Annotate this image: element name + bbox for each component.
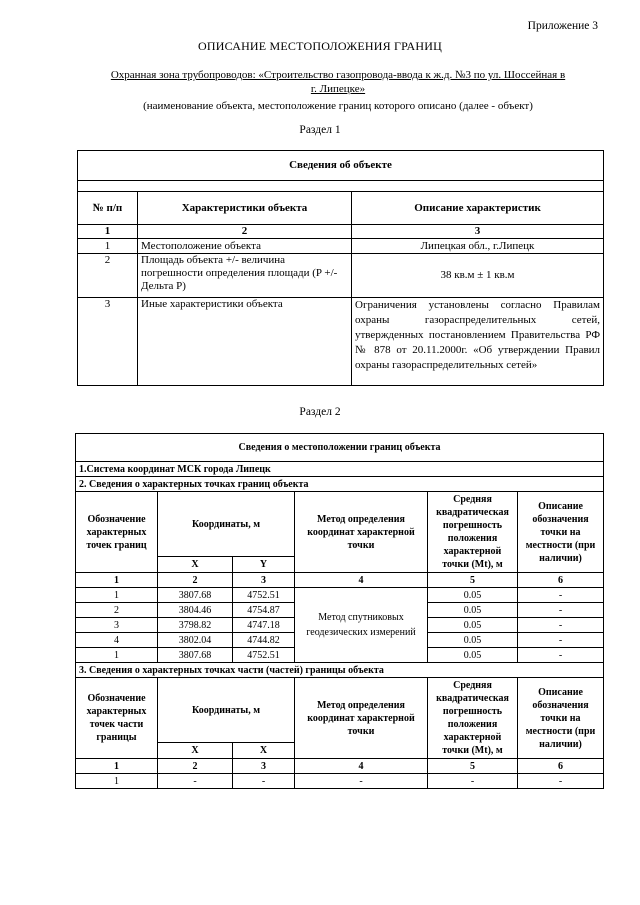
numbering-cell: 3 — [352, 225, 604, 239]
numbering-cell: 1 — [76, 759, 158, 774]
object-name — [70, 68, 606, 96]
point-y: 4754.87 — [233, 603, 295, 618]
section-2-title: Раздел 2 — [299, 406, 341, 418]
part-x-header: X — [158, 743, 233, 759]
points-section-title: 2. Сведения о характерных точках границ объекта — [76, 477, 604, 492]
numbering-cell: 6 — [518, 573, 604, 588]
numbering-cell: 4 — [295, 573, 428, 588]
row-value: Липецкая обл., г.Липецк — [352, 239, 604, 254]
row-value: Ограничения установлены согласно Правилам охраны газораспределительных сетей, утвержденных постановлением Правительства РФ № 878 от 20.11.2000г. «Об утверждении Правил охраны газораспределительных сетей» — [352, 298, 604, 386]
y-header: Y — [233, 557, 295, 573]
numbering-cell: 1 — [76, 573, 158, 588]
point-y: 4747.18 — [233, 618, 295, 633]
point-desc: - — [518, 588, 604, 603]
numbering-cell: 2 — [158, 759, 233, 774]
numbering-cell: 6 — [518, 759, 604, 774]
method-header: Метод определения координат характерной точки — [295, 492, 428, 573]
numbering-cell: 2 — [158, 573, 233, 588]
col-description-header: Описание характеристик — [352, 192, 604, 225]
part-point-number: 1 — [76, 774, 158, 789]
part-point-mt: - — [428, 774, 518, 789]
point-desc: - — [518, 603, 604, 618]
object-info-table — [77, 150, 604, 386]
object-caption: (наименование объекта, местоположение границ которого описано (далее - объект) — [143, 100, 533, 112]
point-number: 3 — [76, 618, 158, 633]
description-header: Описание обозначения точки на местности (при наличии) — [518, 492, 604, 573]
point-number: 2 — [76, 603, 158, 618]
table-row — [78, 254, 604, 298]
point-desc: - — [518, 633, 604, 648]
row-value: 38 кв.м ± 1 кв.м — [352, 254, 604, 298]
part-error-header: Средняя квадратическая погрешность положения характерной точки (Mt), м — [428, 678, 518, 759]
error-header: Средняя квадратическая погрешность положения характерной точки (Mt), м — [428, 492, 518, 573]
point-x: 3804.46 — [158, 603, 233, 618]
numbering-cell: 5 — [428, 759, 518, 774]
table-row — [78, 298, 604, 386]
numbering-cell: 1 — [78, 225, 138, 239]
table-row — [78, 239, 604, 254]
col-number-header: № п/п — [78, 192, 138, 225]
object-name-line-2: г. Липецке» — [310, 83, 366, 95]
x-header: X — [158, 557, 233, 573]
point-y: 4744.82 — [233, 633, 295, 648]
numbering-cell: 3 — [233, 573, 295, 588]
row-characteristic: Иные характеристики объекта — [138, 298, 352, 386]
table-row — [76, 588, 604, 603]
point-mt: 0.05 — [428, 633, 518, 648]
point-mt: 0.05 — [428, 603, 518, 618]
point-number: 1 — [76, 588, 158, 603]
part-point-x: - — [158, 774, 233, 789]
coord-system: 1.Система координат МСК города Липецк — [76, 462, 604, 477]
point-y: 4752.51 — [233, 588, 295, 603]
part-point-method: - — [295, 774, 428, 789]
method-value: Метод спутниковых геодезических измерений — [295, 588, 428, 663]
point-x: 3802.04 — [158, 633, 233, 648]
boundary-table-title: Сведения о местоположении границ объекта — [76, 434, 604, 462]
part-point-y: - — [233, 774, 295, 789]
designation-header: Обозначение характерных точек границ — [76, 492, 158, 573]
point-x: 3798.82 — [158, 618, 233, 633]
point-x: 3807.68 — [158, 588, 233, 603]
part-point-desc: - — [518, 774, 604, 789]
row-number: 1 — [78, 239, 138, 254]
boundary-table — [75, 433, 604, 789]
object-name-line-1: Охранная зона трубопроводов: «Строительство газопровода-ввода к ж.д. №3 по ул. Шоссейная в — [110, 69, 566, 81]
numbering-cell: 3 — [233, 759, 295, 774]
point-mt: 0.05 — [428, 648, 518, 663]
part-description-header: Описание обозначения точки на местности (при наличии) — [518, 678, 604, 759]
point-desc: - — [518, 618, 604, 633]
col-characteristic-header: Характеристики объекта — [138, 192, 352, 225]
numbering-cell: 4 — [295, 759, 428, 774]
part-section-title: 3. Сведения о характерных точках части (частей) границы объекта — [76, 663, 604, 678]
object-info-table-title: Сведения об объекте — [78, 151, 604, 181]
point-mt: 0.05 — [428, 588, 518, 603]
part-y-header: X — [233, 743, 295, 759]
point-mt: 0.05 — [428, 618, 518, 633]
row-characteristic: Местоположение объекта — [138, 239, 352, 254]
row-characteristic: Площадь объекта +/- величина погрешности определения площади (P +/- Дельта P) — [138, 254, 352, 298]
part-coords-header: Координаты, м — [158, 678, 295, 743]
spacer-row — [78, 181, 604, 192]
section-1-title: Раздел 1 — [299, 124, 341, 136]
numbering-cell: 5 — [428, 573, 518, 588]
point-number: 4 — [76, 633, 158, 648]
part-method-header: Метод определения координат характерной точки — [295, 678, 428, 759]
document-title: ОПИСАНИЕ МЕСТОПОЛОЖЕНИЯ ГРАНИЦ — [198, 39, 442, 53]
row-number: 3 — [78, 298, 138, 386]
part-designation-header: Обозначение характерных точек части границы — [76, 678, 158, 759]
row-number: 2 — [78, 254, 138, 298]
point-number: 1 — [76, 648, 158, 663]
table-row — [76, 774, 604, 789]
point-x: 3807.68 — [158, 648, 233, 663]
point-y: 4752.51 — [233, 648, 295, 663]
point-desc: - — [518, 648, 604, 663]
appendix-label: Приложение 3 — [527, 20, 598, 32]
coords-header: Координаты, м — [158, 492, 295, 557]
numbering-cell: 2 — [138, 225, 352, 239]
